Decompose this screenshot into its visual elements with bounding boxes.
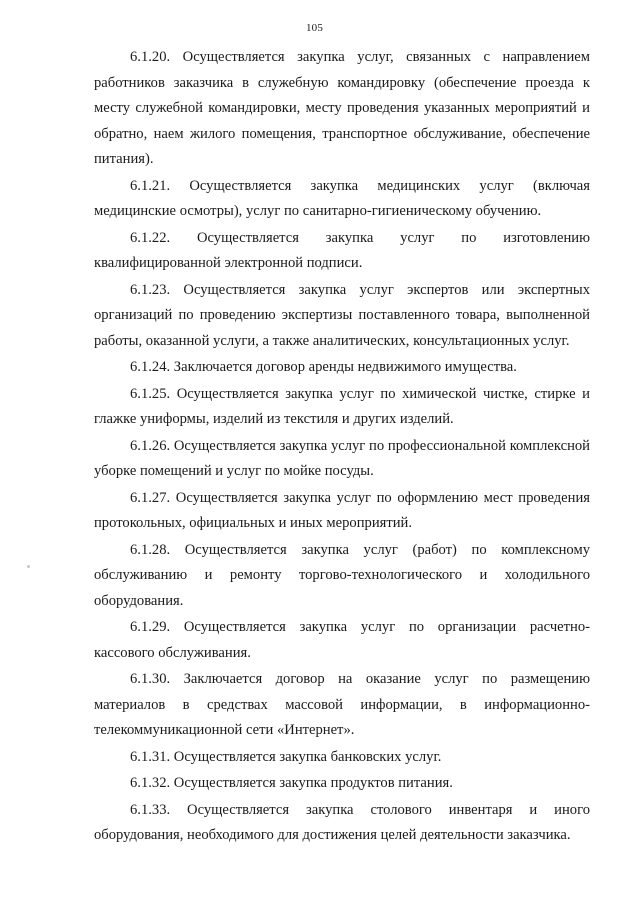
paragraph-6-1-23: 6.1.23. Осуществляется закупка услуг экспертов или экспертных организаций по проведению экспертизы поставленного товара, выполненной работы, оказанной услуги, а также аналитических, консультационных услуг.: [94, 281, 590, 349]
paragraph-6-1-27: 6.1.27. Осуществляется закупка услуг по оформлению мест проведения протокольных, официальных и иных мероприятий.: [94, 489, 590, 531]
document-body: [94, 45, 590, 849]
paragraph-6-1-26: 6.1.26. Осуществляется закупка услуг по профессиональной комплексной уборке помещений и услуг по мойке посуды.: [94, 437, 590, 479]
paragraph-6-1-24: 6.1.24. Заключается договор аренды недвижимого имущества.: [130, 359, 517, 375]
paragraph-6-1-25: 6.1.25. Осуществляется закупка услуг по химической чистке, стирке и глажке униформы, изделий из текстиля и других изделий.: [94, 385, 590, 427]
paragraph-6-1-33: 6.1.33. Осуществляется закупка столового инвентаря и иного оборудования, необходимого для достижения целей деятельности заказчика.: [94, 801, 590, 843]
paragraph-6-1-20: 6.1.20. Осуществляется закупка услуг, связанных с направлением работников заказчика в служебную командировку (обеспечение проезда к месту служебной командировки, месту проведения указанных мероприятий и обратно, наем жилого помещения, транспортное обслуживание, обеспечение питания).: [94, 49, 590, 167]
paragraph-6-1-31: 6.1.31. Осуществляется закупка банковских услуг.: [130, 748, 442, 765]
paragraph-6-1-22: 6.1.22. Осуществляется закупка услуг по изготовлению квалифицированной электронной подписи.: [94, 229, 590, 271]
paragraph-6-1-28: 6.1.28. Осуществляется закупка услуг (работ) по комплексному обслуживанию и ремонту торгово-технологического и холодильного оборудования.: [94, 541, 590, 609]
paragraph-6-1-30: 6.1.30. Заключается договор на оказание услуг по размещению материалов в средствах массовой информации, в информационно-телекоммуникационной сети «Интернет».: [94, 671, 590, 738]
paragraph-6-1-32: 6.1.32. Осуществляется закупка продуктов питания.: [130, 775, 453, 791]
paragraph-6-1-29: 6.1.29. Осуществляется закупка услуг по организации расчетно-кассового обслуживания.: [94, 619, 590, 661]
scan-speck: [27, 565, 30, 568]
page-number: 105: [305, 22, 324, 34]
paragraph-6-1-21: 6.1.21. Осуществляется закупка медицинских услуг (включая медицинские осмотры), услуг по санитарно-гигиеническому обучению.: [94, 177, 590, 219]
